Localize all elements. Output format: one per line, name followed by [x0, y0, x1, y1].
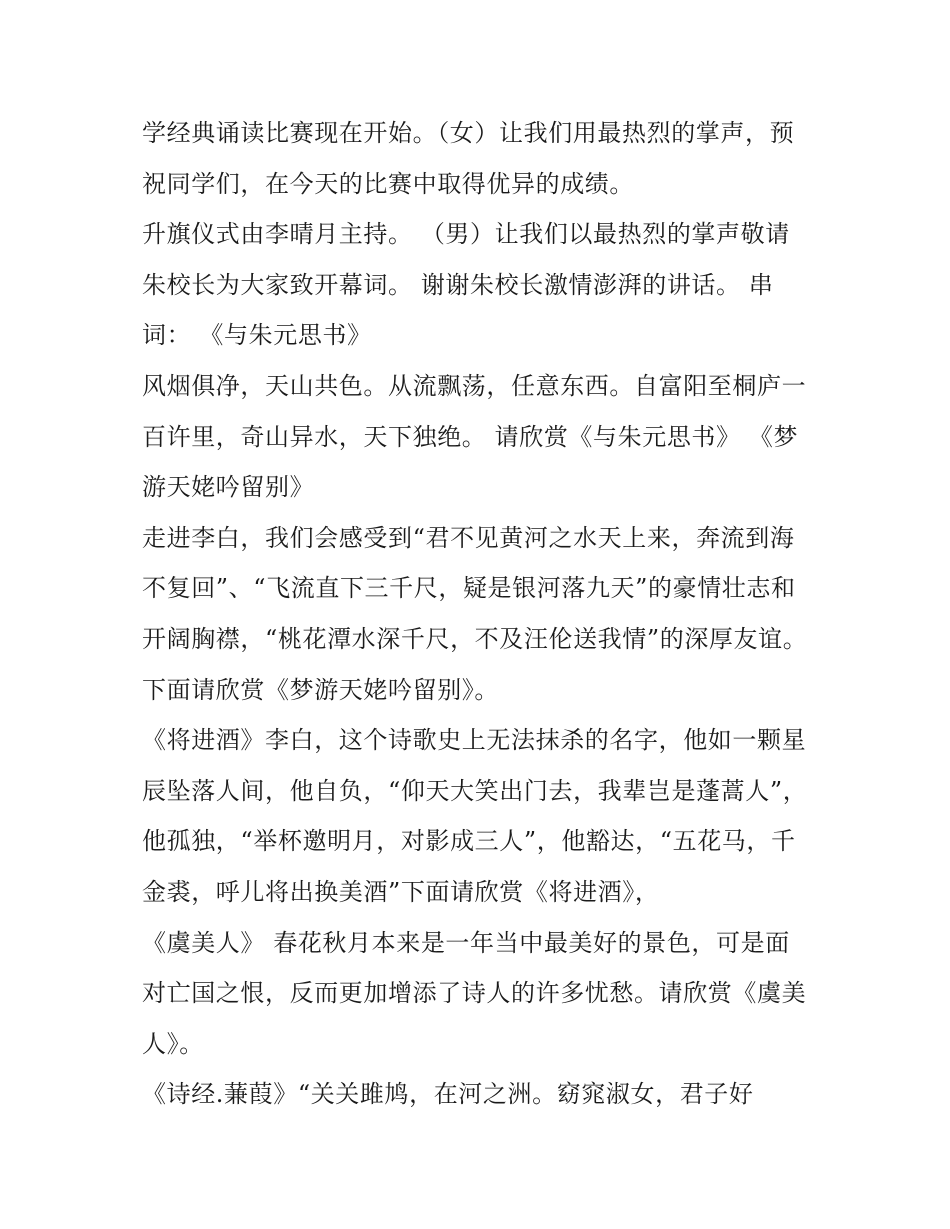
- text-line: 下面请欣赏《梦游天姥吟留别》。: [142, 675, 499, 704]
- text-line: 走进李白，我们会感受到“君不见黄河之水天上来，奔流到海: [142, 523, 795, 552]
- text-line: 人》。: [142, 1029, 204, 1058]
- text-line: 朱校长为大家致开幕词。 谢谢朱校长激情澎湃的讲话。 串: [142, 270, 774, 299]
- text-line: 《将进酒》李白，这个诗歌史上无法抹杀的名字，他如一颗星: [142, 726, 807, 755]
- text-line: 对亡国之恨，反而更加增添了诗人的许多忧愁。请欣赏《虞美: [142, 979, 807, 1008]
- text-line: 升旗仪式由李晴月主持。 （男）让我们以最热烈的掌声敬请: [142, 220, 790, 249]
- text-line: 辰坠落人间，他自负，“仰天大笑出门去，我辈岂是蓬蒿人”，: [142, 776, 808, 805]
- text-line: 不复回”、“飞流直下三千尺，疑是银河落九天”的豪情壮志和: [142, 574, 796, 603]
- text-line: 开阔胸襟，“桃花潭水深千尺，不及汪伦送我情”的深厚友谊。: [142, 624, 808, 653]
- text-line: 词： 《与朱元思书》: [142, 321, 372, 350]
- text-line: 《诗经.蒹葭》“关关雎鸠，在河之洲。窈窕淑女，君子好: [142, 1080, 754, 1109]
- text-line: 百许里，奇山异水，天下独绝。 请欣赏《与朱元思书》 《梦: [142, 422, 799, 451]
- document-body: [142, 108, 822, 1120]
- text-line: 游天姥吟留别》: [142, 473, 315, 502]
- text-line: 祝同学们，在今天的比赛中取得优异的成绩。: [142, 169, 634, 198]
- text-line: 《虞美人》 春花秋月本来是一年当中最美好的景色，可是面: [142, 928, 790, 957]
- text-line: 学经典诵读比赛现在开始。（女）让我们用最热烈的掌声，预: [142, 119, 795, 147]
- text-line: 风烟俱净，天山共色。从流飘荡，任意东西。自富阳至桐庐一: [142, 371, 807, 400]
- text-line: 金裘，呼儿将出换美酒”下面请欣赏《将进酒》，: [142, 877, 660, 906]
- text-line: 他孤独，“举杯邀明月，对影成三人”，他豁达，“五花马，千: [142, 827, 796, 856]
